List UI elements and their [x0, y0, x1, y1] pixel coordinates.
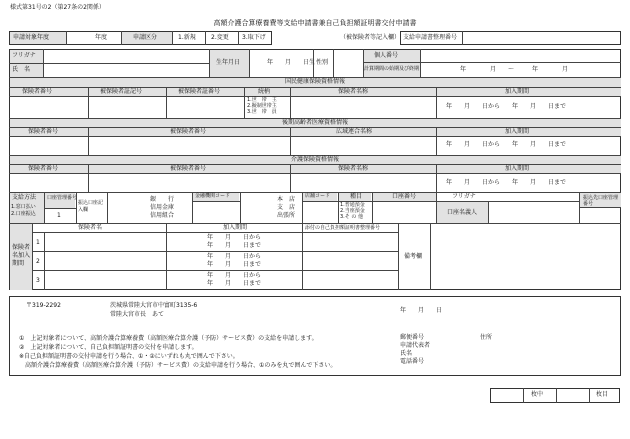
account-type-other[interactable]: 3.そ の 他	[340, 214, 363, 220]
remarks-label: 備考欄	[404, 253, 423, 260]
nhi-card-symbol-header: 被保険者証記号	[100, 88, 143, 95]
birth-date-field[interactable]: 年 月 日生	[267, 59, 316, 66]
page-total-label: 枚中	[531, 391, 544, 398]
statement-1: ① 上記対象者について、高額介護合算療養費（高額医療合算介護（予防）サービス費）の支給を申請します。	[19, 335, 318, 342]
category-label: 申請区分	[133, 34, 158, 41]
applicant-address-label: 住所	[480, 334, 493, 341]
statement-note-1: ※自己負担額証明書の交付申請を行う場合、①・②にいずれも丸で囲んで下さい。	[19, 353, 239, 360]
nhi-section-title: 国民健康保険資格情報	[284, 78, 345, 85]
payment-furigana-label: フリガナ	[452, 193, 476, 200]
insurer-period-header: 加入期間	[223, 224, 248, 231]
page-title: 高額介護合算療養費等支給申請書兼自己負担額証明書交付申請書	[213, 19, 417, 27]
nhi-period-field[interactable]: 年 月 日から 年 月 日まで	[446, 103, 567, 110]
le-insured-no-header: 被保険者番号	[170, 128, 207, 135]
branch-code-label: 店舗コード	[305, 193, 331, 199]
account-type-ordinary[interactable]: 1.普通預金	[340, 202, 365, 208]
le-union-name-header: 広域連合名称	[336, 128, 373, 135]
account-management-label: 口座管理番号	[47, 195, 78, 201]
furigana-label: フリガナ	[12, 52, 36, 59]
applicant-postal-label: 郵便番号	[400, 334, 425, 341]
insurer-row-1-to[interactable]: 年 月 日まで	[207, 242, 262, 249]
branch-type-office[interactable]: 出張所	[277, 212, 296, 219]
financial-code-label: 金融機関コード	[195, 193, 231, 199]
relation-member[interactable]: 3.世 帯 員	[247, 109, 277, 115]
other-payee-label: 振込先口座管理番号	[583, 195, 619, 207]
payment-method-window[interactable]: 1.窓口払い	[11, 204, 36, 210]
nhi-card-number-header: 被保険者証番号	[178, 88, 221, 95]
insurers-side-label: 保険者名加入期間	[12, 244, 31, 267]
birth-label: 生年月日	[216, 59, 241, 66]
recipient: 常陸大宮市長 あて	[110, 311, 165, 318]
le-insurer-no-header: 保険者番号	[28, 128, 59, 135]
target-year-label: 申請対象年度	[13, 34, 50, 41]
receipt-number-label: 支給申請書整理番号	[403, 34, 458, 41]
branch-type-branch[interactable]: 支 店	[277, 204, 296, 211]
account-type-label: 種目	[350, 193, 363, 200]
gender-label: 性別	[316, 59, 329, 66]
category-change[interactable]: 2.変更	[211, 34, 229, 41]
insured-notice: （被保険者等記入欄）	[340, 34, 401, 41]
postal-code: 〒319-2292	[26, 302, 61, 309]
applicant-phone-label: 電話番号	[400, 358, 425, 365]
personal-number-label: 個人番号	[374, 52, 399, 59]
insurer-row-2-to[interactable]: 年 月 日まで	[207, 261, 262, 268]
year-suffix: 年度	[95, 34, 108, 41]
statement-note-2: 高額介護合算療養費（高額医療合算介護（予防）サービス費）の支給申請を行う場合、①のみを丸で囲んで下さい。	[19, 362, 337, 369]
account-holder-label: 口座名義人	[447, 209, 478, 216]
nhi-period-header: 加入期間	[505, 88, 530, 95]
ltc-period-field[interactable]: 年 月 日から 年 月 日まで	[446, 179, 567, 186]
insurer-row-3-from[interactable]: 年 月 日から	[207, 272, 262, 279]
bank-type-bank[interactable]: 銀 行	[150, 196, 175, 203]
bank-type-kumiai[interactable]: 信用組合	[150, 212, 175, 219]
insurer-row-1-no: 1	[36, 239, 40, 246]
category-new[interactable]: 1.新規	[178, 34, 196, 41]
insurer-row-2-no: 2	[36, 258, 40, 265]
ltc-insurer-name-header: 保険者名称	[338, 165, 369, 172]
insurer-row-3-to[interactable]: 年 月 日まで	[207, 280, 262, 287]
late-elderly-section-title: 後期高齢者医療資格情報	[281, 119, 348, 126]
account-number-label: 口座番号	[392, 193, 417, 200]
insurer-row-2-from[interactable]: 年 月 日から	[207, 253, 262, 260]
account-management-value[interactable]: 1	[57, 212, 61, 219]
ltc-insurer-no-header: 保険者番号	[28, 165, 59, 172]
nhi-insurer-name-header: 保険者名称	[338, 88, 369, 95]
le-period-field[interactable]: 年 月 日から 年 月 日まで	[446, 141, 567, 148]
payment-method-label: 支給方法	[12, 194, 37, 201]
applicant-name-label: 氏名	[400, 350, 413, 357]
payment-method-transfer[interactable]: 2.口座振込	[11, 211, 36, 217]
account-type-current[interactable]: 2.当座預金	[340, 208, 365, 214]
branch-type-head[interactable]: 本 店	[277, 196, 296, 203]
relation-deemed-head[interactable]: 2.擬制世帯主	[247, 103, 277, 109]
insurer-row-3-no: 3	[36, 277, 40, 284]
period-field[interactable]: 年 月 〜 年 月	[460, 66, 569, 73]
name-label: 氏 名	[12, 66, 31, 73]
nhi-insurer-no-header: 保険者番号	[22, 88, 53, 95]
statement-2: ② 上記対象者について、自己負担額証明書の交付を申請します。	[19, 344, 198, 351]
ltc-section-title: 介護保険資格情報	[290, 156, 339, 163]
nhi-relation-header: 続柄	[258, 88, 271, 95]
insurer-name-header: 保険者名	[78, 224, 103, 231]
applicant-rep-label: 申請代表者	[400, 342, 431, 349]
application-date[interactable]: 年 月 日	[400, 307, 443, 314]
page-current-label: 枚目	[596, 391, 609, 398]
form-number: 様式第31号の2（第27条の2関係）	[10, 4, 105, 11]
category-withdraw[interactable]: 3.取下げ	[242, 34, 266, 41]
account-note: 振込口座記入欄	[78, 200, 104, 213]
bank-type-shinkin[interactable]: 信用金庫	[150, 204, 175, 211]
insurer-row-1-from[interactable]: 年 月 日から	[207, 234, 262, 241]
office-address: 茨城県常陸大宮市中富町3135-6	[110, 302, 198, 309]
le-period-header: 加入期間	[505, 128, 530, 135]
certificate-number-header: 添付の自己負担額証明書整理番号	[305, 225, 381, 231]
ltc-period-header: 加入期間	[505, 165, 530, 172]
period-label: 計算期間の始期及び終期	[364, 66, 420, 72]
ltc-insured-no-header: 被保険者番号	[170, 165, 207, 172]
relation-head[interactable]: 1.世 帯 主	[247, 97, 277, 103]
